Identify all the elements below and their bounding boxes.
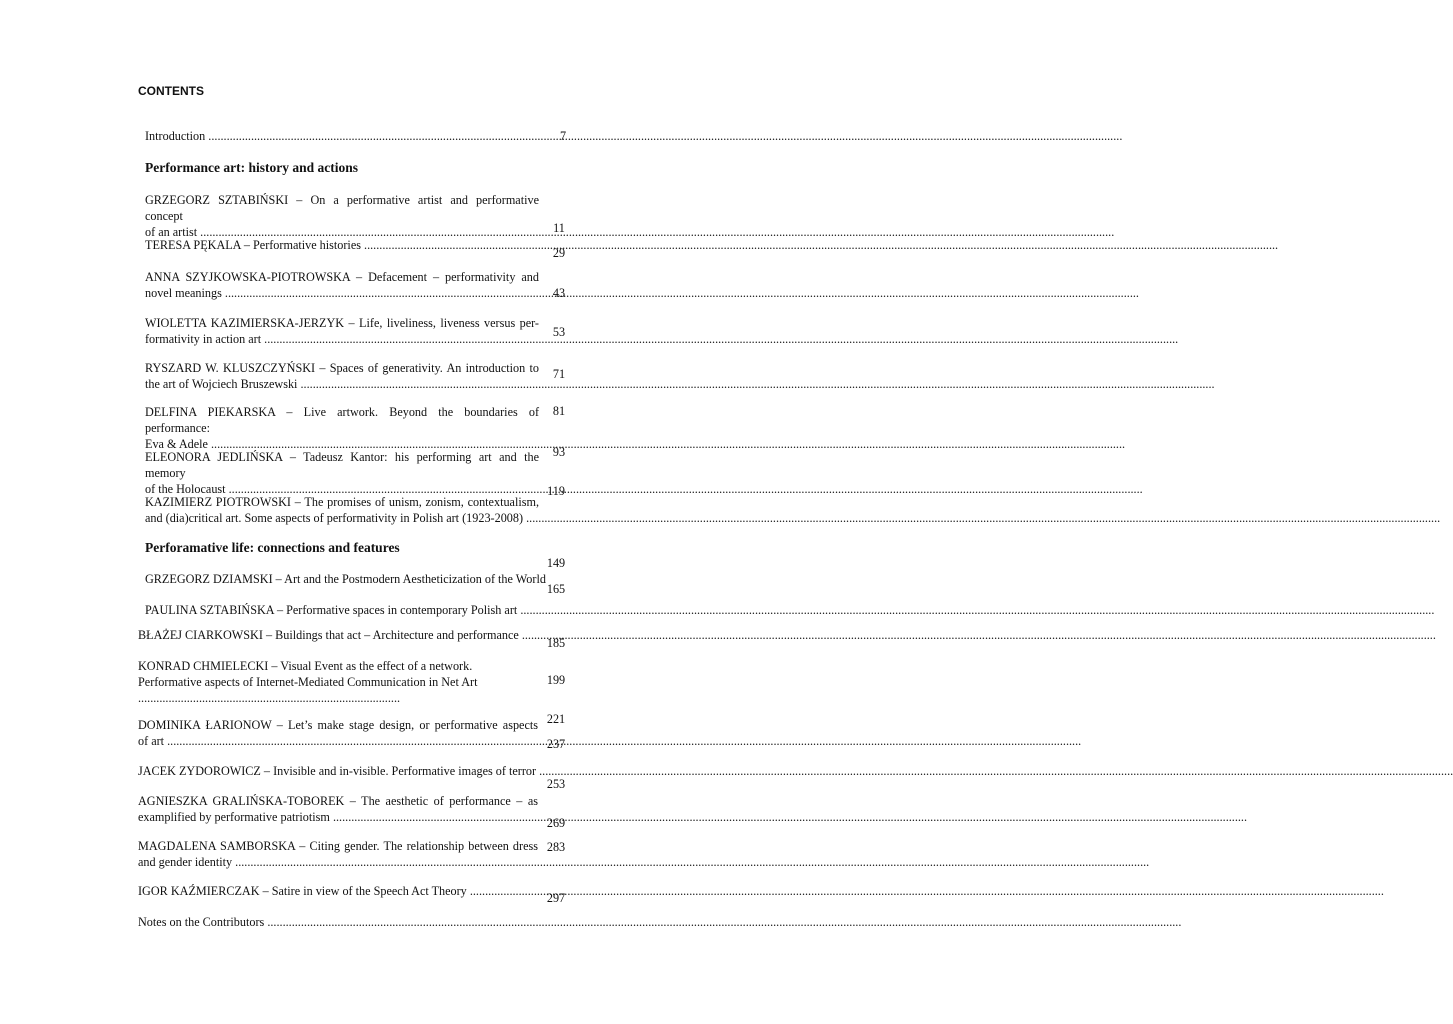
entry-line: of the Holocaust ..... <box>145 481 539 497</box>
page-number: 7 <box>559 129 567 143</box>
page-number: 297 <box>546 891 566 905</box>
toc-entry-kazmierczak[interactable] <box>138 883 530 899</box>
toc-entry-introduction[interactable] <box>145 128 539 144</box>
entry-line: GRZEGORZ SZTABIŃSKI – On a performative artist and performative concept <box>145 193 539 223</box>
toc-entry-larionow[interactable] <box>138 717 538 749</box>
entry-line: examplified by performative patriotism ..... <box>138 809 538 825</box>
toc-entry-kluszczynski[interactable] <box>145 360 539 392</box>
page-number: 165 <box>546 582 566 596</box>
page-number: 71 <box>552 367 566 381</box>
toc-entry-jedlinska[interactable] <box>145 449 539 497</box>
page-number: 269 <box>546 816 566 830</box>
entry-line: ANNA SZYJKOWSKA-PIOTROWSKA – Defacement – performativity and <box>145 270 539 284</box>
toc-entry-ciarkowski[interactable] <box>138 627 538 643</box>
entry-line: AGNIESZKA GRALIŃSKA-TOBOREK – The aesthetic of performance – as <box>138 794 538 808</box>
page-number: 253 <box>546 777 566 791</box>
section-heading-life: Perforamative life: connections and features <box>145 540 400 555</box>
toc-entry-chmielecki[interactable] <box>138 658 538 706</box>
entry-line: of art ..... <box>138 733 538 749</box>
page-number: 119 <box>547 484 565 498</box>
entry-line: Performative aspects of Internet-Mediated Communication in Net Art <box>138 675 478 689</box>
page-number: 237 <box>546 737 566 751</box>
entry-line: DELFINA PIEKARSKA – Live artwork. Beyond the boundaries of performance: <box>145 405 539 435</box>
entry-line: ...................................................................................... <box>138 691 401 705</box>
page-number: 199 <box>546 673 566 687</box>
entry-line: GRZEGORZ DZIAMSKI – Art and the Postmodern Aestheticization of the World <box>145 572 546 586</box>
entry-line: WIOLETTA KAZIMIERSKA-JERZYK – Life, liveliness, liveness versus per- <box>145 316 539 330</box>
entry-line: Notes on the Contributors ..... <box>138 914 538 930</box>
entry-line: Eva & Adele ..... <box>145 436 539 452</box>
entry-line: JACEK ZYDOROWICZ – Invisible and in-visible. Performative images of terror ..... <box>138 763 538 779</box>
page-number: 43 <box>552 286 566 300</box>
page-number: 11 <box>553 221 565 235</box>
entry-line: KAZIMIERZ PIOTROWSKI – The promises of unism, zonism, contextualism, <box>145 495 539 509</box>
page-number: 149 <box>546 556 566 570</box>
page-number: 53 <box>552 325 566 339</box>
page-number: 81 <box>552 404 566 418</box>
page-title: CONTENTS <box>138 84 204 98</box>
toc-entry-dziamski[interactable] <box>145 571 546 587</box>
entry-line: and gender identity ..... <box>138 854 538 870</box>
entry-line: TERESA PĘKALA – Performative histories ..... <box>145 237 539 253</box>
toc-entry-paulina-sztabinska[interactable] <box>145 602 539 618</box>
toc-entry-gralinska[interactable] <box>138 793 538 825</box>
page-number: 283 <box>546 840 566 854</box>
entry-line: Introduction ..... <box>145 128 539 144</box>
page-number: 221 <box>546 712 566 726</box>
entry-line: MAGDALENA SAMBORSKA – Citing gender. The relationship between dress <box>138 839 538 853</box>
toc-entry-pekala[interactable] <box>145 237 539 253</box>
toc-entry-sztabinski[interactable] <box>145 192 539 240</box>
toc-entry-kazimierska[interactable] <box>145 315 539 347</box>
entry-line: of an artist ..... <box>145 224 539 240</box>
toc-entry-piekarska[interactable] <box>145 404 539 452</box>
entry-line: the art of Wojciech Bruszewski ..... <box>145 376 539 392</box>
entry-line: PAULINA SZTABIŃSKA – Performative spaces in contemporary Polish art ..... <box>145 602 539 618</box>
toc-entry-samborska[interactable] <box>138 838 538 870</box>
entry-line: KONRAD CHMIELECKI – Visual Event as the effect of a network. <box>138 659 473 673</box>
section-heading-history: Performance art: history and actions <box>145 160 358 175</box>
entry-line: ELEONORA JEDLIŃSKA – Tadeusz Kantor: his performing art and the memory <box>145 450 539 480</box>
entry-line: IGOR KAŹMIERCZAK – Satire in view of the Speech Act Theory ..... <box>138 883 530 899</box>
entry-line: novel meanings ..... <box>145 285 539 301</box>
toc-entry-zydorowicz[interactable] <box>138 763 538 779</box>
entry-line: RYSZARD W. KLUSZCZYŃSKI – Spaces of generativity. An introduction to <box>145 361 539 375</box>
toc-entry-piotrowski[interactable] <box>145 494 539 526</box>
entry-line: formativity in action art ..... <box>145 331 539 347</box>
toc-entry-notes[interactable] <box>138 914 538 930</box>
page-number: 185 <box>546 636 566 650</box>
toc-entry-szyjkowska[interactable] <box>145 269 539 301</box>
page-number: 29 <box>552 246 566 260</box>
entry-line: and (dia)critical art. Some aspects of performativity in Polish art (1923-2008) ..... <box>145 510 539 526</box>
entry-line: DOMINIKA ŁARIONOW – Let’s make stage design, or performative aspects <box>138 718 538 732</box>
page-number: 93 <box>552 445 566 459</box>
entry-line: BŁAŻEJ CIARKOWSKI – Buildings that act – Architecture and performance ..... <box>138 627 538 643</box>
